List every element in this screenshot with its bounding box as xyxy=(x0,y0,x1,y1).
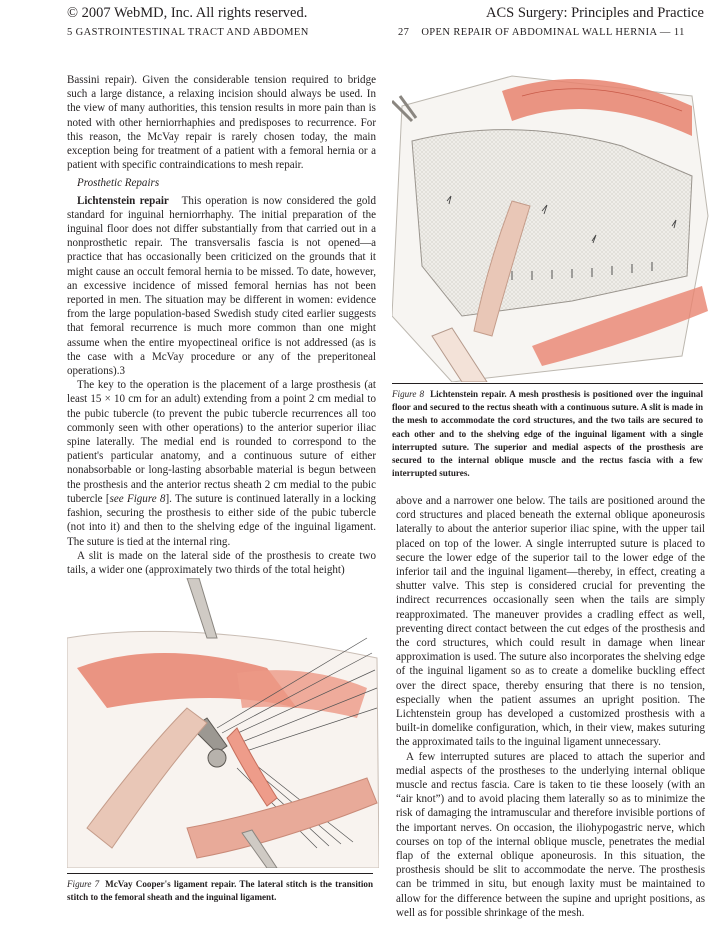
section-name: 5 GASTROINTESTINAL TRACT AND ABDOMEN xyxy=(67,27,309,38)
figure-reference[interactable]: see Figure 8 xyxy=(109,492,166,505)
figure-label: Figure 7 xyxy=(67,879,100,889)
copyright-notice: © 2007 WebMD, Inc. All rights reserved. xyxy=(67,5,308,21)
left-text-column xyxy=(67,73,376,577)
retractor xyxy=(187,578,217,638)
paragraph-body: The key to the operation is the placement of a large prosthesis (at least 15 × 10 cm for an adult) extending from a point 2 cm medial to the pubic tubercle (to prevent the pubic tubercle recurrences all too commonly seen with other operations) to the anterior superior iliac spine laterally. The medial end is rounded to correspond to the patient's particular anatomy, and a continuous suture of either nonabsorbable or long-lasting absorbable material is begun between the prosthesis and the anterior rectus sheath 2 cm medial to the pubic tubercle [ xyxy=(67,379,376,505)
running-header xyxy=(67,5,704,25)
run-in-heading: Lichtenstein repair xyxy=(77,194,169,207)
paragraph xyxy=(67,378,376,548)
book-title: ACS Surgery: Principles and Practice xyxy=(485,5,704,21)
caption-text: Lichtenstein repair. A mesh prosthesis is positioned over the inguinal floor and secured to the rectus sheath with a continuous suture. A slit is made in the mesh to accommodate the cord structures, and the two tails are secured to each other and to the shelving edge of the inguinal ligament with a single interrupted suture. The superior and medial aspects of the prosthesis are secured to the internal oblique muscle and the rectus fascia with a few interrupted sutures. xyxy=(392,389,703,479)
figure-7-illustration xyxy=(67,578,379,868)
chapter-number: 27 xyxy=(398,27,410,38)
paragraph-body: ]. The suture is continued laterally in a locking fashion, securing the prosthesis to either side of the pubic tubercle (not into it) and then to the shelving edge of the inguinal ligament. The suture is tied at the internal ring. xyxy=(67,492,377,548)
section-header xyxy=(67,27,704,43)
caption-text: McVay Cooper's ligament repair. The lateral stitch is the transition stitch to the femoral sheath and the inguinal ligament. xyxy=(67,879,373,903)
paragraph: A slit is made on the lateral side of the prosthesis to create two tails, a wider one (approximately two thirds of the total height) xyxy=(67,549,376,576)
paragraph: above and a narrower one below. The tails are positioned around the cord structures and placed beneath the external oblique aponeurosis laterally to about the anterior superior iliac spine, with the upper tail placed on top of the lower. A single interrupted suture is placed to secure the lower edge of the superior tail to the lower edge of the inferior tail and the inguinal ligament—thereby, in effect, creating a shutter valve. This step is considered crucial for preventing the indirect recurrences occasionally seen when the tails are simply reapproximated. The maneuver provides a cradling effect as well, preventing direct contact between the cut edges of the prosthesis and the cord structures, which could result in damage when linear approximation is used. The suture also incorporates the shelving edge of the inguinal ligament so as to create a domelike buckling effect over the direct space, thereby ensuring that there is no tension, especially when the patient assumes an upright position. The Lichtenstein group has developed a customized prosthesis with a built-in domelike configuration, which, in their view, makes suturing the approximated tails to the inguinal ligament unnecessary. xyxy=(396,495,705,749)
figure-8-illustration xyxy=(392,66,710,382)
figure-7-caption xyxy=(67,873,373,904)
subsection-heading: Prosthetic Repairs xyxy=(77,177,160,190)
figure-8-caption xyxy=(392,383,703,480)
paragraph xyxy=(67,194,376,379)
right-text-column xyxy=(396,494,705,920)
paragraph: A few interrupted sutures are placed to attach the superior and medial aspects of the prostheses to the underlying internal oblique muscle and rectus fascia. Care is taken to tie these loosely (with an “air knot”) and to avoid placing them laterally so as to minimize the risk of damaging the intramuscular and therefore invisible portions of the important nerves. On occasion, the iliohypogastric nerve, which courses on top of the internal oblique muscle, penetrates the medial flap of the external oblique aponeurosis. In this situation, the prosthesis should be slit to accommodate the nerve. The prosthesis can be trimmed in situ, but enough laxity must be maintained to allow for the difference between the supine and upright positions, as well as for possible shrinkage of the mesh. xyxy=(396,750,705,919)
figure-label: Figure 8 xyxy=(392,389,425,399)
paragraph: Bassini repair). Given the considerable tension required to bridge such a large distance, a relaxing incision should always be used. In the view of many authorities, this tension results in more pain than is noted with other herniorrhaphies and predisposes to recurrence. For this reason, the McVay repair is rarely chosen today, the main exception being for treatment of a patient with a femoral hernia or a patient with specific contraindications to mesh repair. xyxy=(67,74,376,172)
chapter-title: OPEN REPAIR OF ABDOMINAL WALL HERNIA — 11 xyxy=(421,27,685,38)
chapter-heading xyxy=(398,27,685,38)
paragraph-body: This operation is now considered the gold standard for inguinal herniorrhaphy. The initial preparation of the inguinal floor does not differ substantially from that carried out in a nonprosthetic repair. The transversalis fascia is not opened—a practice that has occasionally been criticized on the grounds that it might cause an occult femoral hernia to be missed. To date, however, an excessive incidence of missed femoral hernias has not been reported in men. The situation may be different in women: evidence from the large population-based Swedish study cited earlier suggests that femoral recurrence is much more common than one might assume when the entire myopectineal orifice is not addressed (as is the case with a McVay procedure or any of the preperitoneal operations).3 xyxy=(67,194,376,378)
